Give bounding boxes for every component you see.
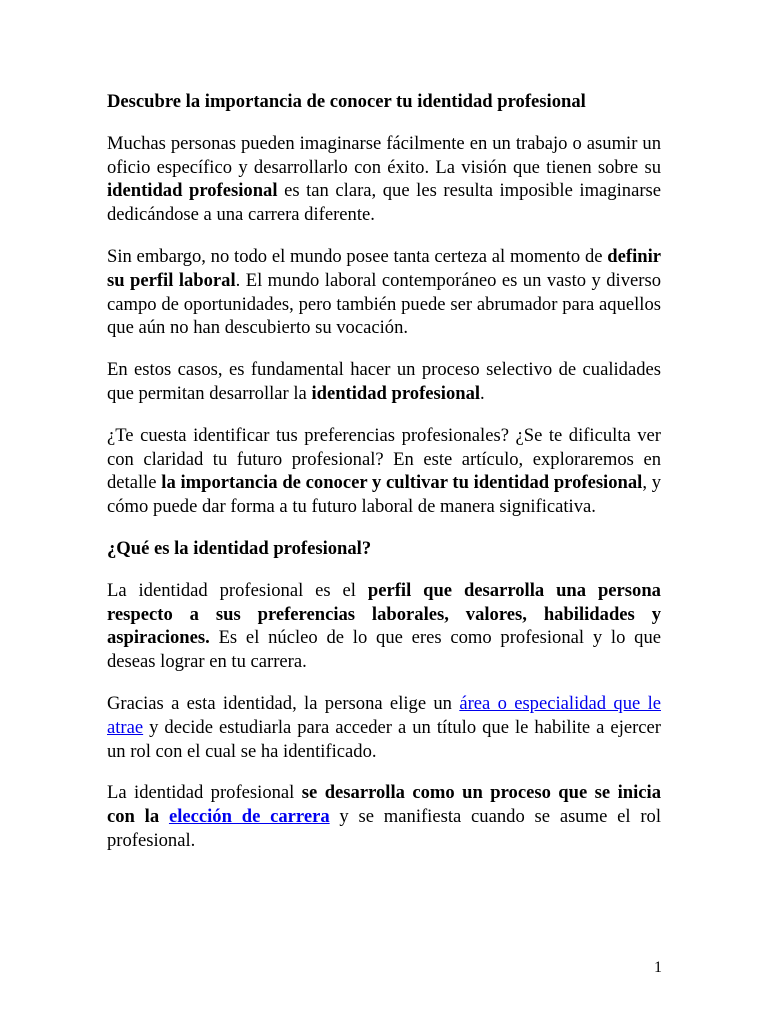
paragraph-1-text-b: es tan clara, que les resulta imposible imaginarse dedicándose a una carrera diferente. <box>107 180 661 226</box>
paragraph-7-bold-text: se desarrolla como un proceso que se inicia con la <box>107 782 661 828</box>
paragraph-4-text-b: , y cómo puede dar forma a tu futuro laboral de manera significativa. <box>107 472 662 518</box>
paragraph-4-bold: la importancia de conocer y cultivar tu identidad profesional <box>161 472 643 494</box>
paragraph-6-text-b: y decide estudiarla para acceder a un título que le habilite a ejercer un rol con el cual se ha identificado. <box>107 716 661 762</box>
paragraph-7-text-b: y se manifiesta cuando se asume el rol profesional. <box>107 806 661 851</box>
paragraph-1-text-a: Muchas personas pueden imaginarse fácilmente en un trabajo o asumir un oficio específico y desarrollarlo con éxito. La visión que tienen sobre su <box>107 132 661 178</box>
paragraph-6-text-a: Gracias a esta identidad, la persona elige un <box>107 692 460 714</box>
document-body <box>107 90 661 853</box>
paragraph-5-text-b: Es el núcleo de lo que eres como profesional y lo que deseas lograr en tu carrera. <box>107 627 661 673</box>
paragraph-2-text-b: . El mundo laboral contemporáneo es un vasto y diverso campo de oportunidades, pero también puede ser abrumador para aquellos que aún no han descubierto su vocación. <box>107 269 661 339</box>
paragraph-1 <box>107 132 661 227</box>
paragraph-4-text-a: ¿Te cuesta identificar tus preferencias profesionales? ¿Se te dificulta ver con claridad tu futuro profesional? En este artículo, exploraremos en detalle <box>107 424 661 494</box>
paragraph-1-bold: identidad profesional <box>107 180 278 202</box>
paragraph-3-text-b: . <box>480 382 485 404</box>
paragraph-2-text-a: Sin embargo, no todo el mundo posee tanta certeza al momento de <box>107 245 608 267</box>
paragraph-5 <box>107 579 661 674</box>
paragraph-7 <box>107 781 661 852</box>
paragraph-3-text-a: En estos casos, es fundamental hacer un proceso selectivo de cualidades que permitan desarrollar la <box>107 359 661 404</box>
section-heading: ¿Qué es la identidad profesional? <box>107 537 372 559</box>
paragraph-2 <box>107 245 661 340</box>
eleccion-carrera-link[interactable]: elección de carrera <box>168 806 330 828</box>
paragraph-3-bold: identidad profesional <box>311 382 481 404</box>
page-number: 1 <box>654 959 662 976</box>
paragraph-2-bold: definir su perfil laboral <box>107 245 661 291</box>
paragraph-3 <box>107 358 661 406</box>
document-title: Descubre la importancia de conocer tu identidad profesional <box>107 91 586 112</box>
paragraph-5-text-a: La identidad profesional es el <box>107 579 368 601</box>
paragraph-6 <box>107 692 661 763</box>
area-especialidad-link[interactable]: área o especialidad que le atrae <box>107 692 661 738</box>
paragraph-7-text-a: La identidad profesional <box>107 782 302 804</box>
paragraph-5-bold: perfil que desarrolla una persona respecto a sus preferencias laborales, valores, habilidades y aspiraciones. <box>107 579 661 649</box>
paragraph-4 <box>107 424 661 519</box>
